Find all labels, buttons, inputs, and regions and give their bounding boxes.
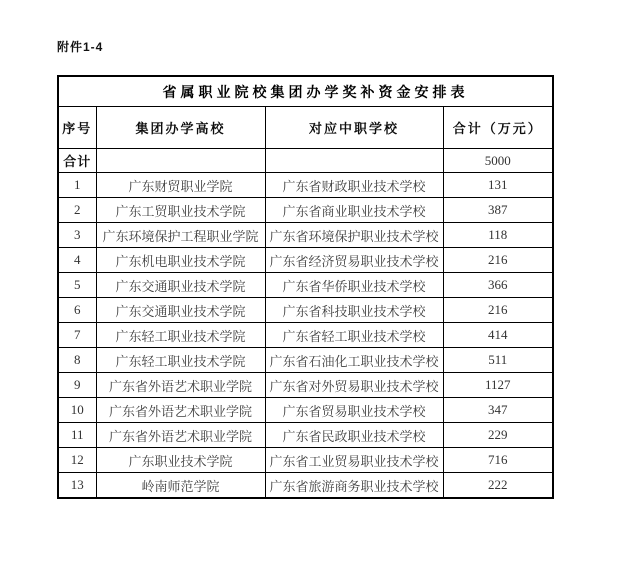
row-amount-cell: 222 <box>443 473 553 499</box>
row-school-cell: 广东省石油化工职业技术学校 <box>265 348 443 373</box>
row-serial-cell: 8 <box>58 348 96 373</box>
table-title-row <box>58 76 553 107</box>
row-college-cell: 广东环境保护工程职业学院 <box>96 223 265 248</box>
row-serial-cell: 2 <box>58 198 96 223</box>
row-school-cell: 广东省经济贸易职业技术学校 <box>265 248 443 273</box>
row-college-cell: 广东省外语艺术职业学院 <box>96 398 265 423</box>
table-row <box>58 473 553 499</box>
table-row <box>58 173 553 198</box>
row-amount-cell: 131 <box>443 173 553 198</box>
row-college-cell: 广东职业技术学院 <box>96 448 265 473</box>
row-amount-cell: 716 <box>443 448 553 473</box>
table-row <box>58 273 553 298</box>
total-label-cell: 合计 <box>58 149 96 173</box>
column-header-serial: 序号 <box>58 107 96 149</box>
table-row <box>58 373 553 398</box>
row-serial-cell: 4 <box>58 248 96 273</box>
row-amount-cell: 347 <box>443 398 553 423</box>
row-serial-cell: 1 <box>58 173 96 198</box>
attachment-label: 附件1-4 <box>57 40 104 54</box>
row-amount-cell: 216 <box>443 298 553 323</box>
row-amount-cell: 229 <box>443 423 553 448</box>
table-row <box>58 248 553 273</box>
table-row <box>58 398 553 423</box>
row-amount-cell: 366 <box>443 273 553 298</box>
row-school-cell: 广东省财政职业技术学校 <box>265 173 443 198</box>
row-school-cell: 广东省科技职业技术学校 <box>265 298 443 323</box>
row-school-cell: 广东省贸易职业技术学校 <box>265 398 443 423</box>
table-row <box>58 323 553 348</box>
row-amount-cell: 511 <box>443 348 553 373</box>
row-amount-cell: 414 <box>443 323 553 348</box>
row-college-cell: 广东轻工职业技术学院 <box>96 323 265 348</box>
row-college-cell: 广东交通职业技术学院 <box>96 298 265 323</box>
row-serial-cell: 12 <box>58 448 96 473</box>
table-title: 省属职业院校集团办学奖补资金安排表 <box>58 76 553 107</box>
row-college-cell: 广东工贸职业技术学院 <box>96 198 265 223</box>
row-school-cell: 广东省旅游商务职业技术学校 <box>265 473 443 499</box>
row-amount-cell: 387 <box>443 198 553 223</box>
funding-table <box>57 75 554 499</box>
table-row <box>58 348 553 373</box>
row-school-cell: 广东省民政职业技术学校 <box>265 423 443 448</box>
row-school-cell: 广东省工业贸易职业技术学校 <box>265 448 443 473</box>
row-school-cell: 广东省商业职业技术学校 <box>265 198 443 223</box>
row-amount-cell: 1127 <box>443 373 553 398</box>
row-amount-cell: 118 <box>443 223 553 248</box>
column-header-amount: 合计（万元） <box>443 107 553 149</box>
table-header-row <box>58 107 553 149</box>
column-header-college: 集团办学高校 <box>96 107 265 149</box>
row-school-cell: 广东省轻工职业技术学校 <box>265 323 443 348</box>
total-school-cell <box>265 149 443 173</box>
row-serial-cell: 11 <box>58 423 96 448</box>
row-serial-cell: 10 <box>58 398 96 423</box>
total-amount-cell: 5000 <box>443 149 553 173</box>
row-serial-cell: 6 <box>58 298 96 323</box>
table-row <box>58 298 553 323</box>
row-school-cell: 广东省华侨职业技术学校 <box>265 273 443 298</box>
column-header-school: 对应中职学校 <box>265 107 443 149</box>
row-serial-cell: 7 <box>58 323 96 348</box>
total-college-cell <box>96 149 265 173</box>
row-serial-cell: 5 <box>58 273 96 298</box>
row-college-cell: 广东省外语艺术职业学院 <box>96 373 265 398</box>
row-serial-cell: 9 <box>58 373 96 398</box>
row-serial-cell: 13 <box>58 473 96 499</box>
table-row <box>58 448 553 473</box>
total-row <box>58 149 553 173</box>
row-school-cell: 广东省环境保护职业技术学校 <box>265 223 443 248</box>
row-college-cell: 广东轻工职业技术学院 <box>96 348 265 373</box>
row-college-cell: 广东财贸职业学院 <box>96 173 265 198</box>
row-college-cell: 广东省外语艺术职业学院 <box>96 423 265 448</box>
table-row <box>58 423 553 448</box>
row-school-cell: 广东省对外贸易职业技术学校 <box>265 373 443 398</box>
table-row <box>58 198 553 223</box>
table-row <box>58 223 553 248</box>
row-college-cell: 广东交通职业技术学院 <box>96 273 265 298</box>
row-serial-cell: 3 <box>58 223 96 248</box>
row-college-cell: 广东机电职业技术学院 <box>96 248 265 273</box>
row-college-cell: 岭南师范学院 <box>96 473 265 499</box>
row-amount-cell: 216 <box>443 248 553 273</box>
